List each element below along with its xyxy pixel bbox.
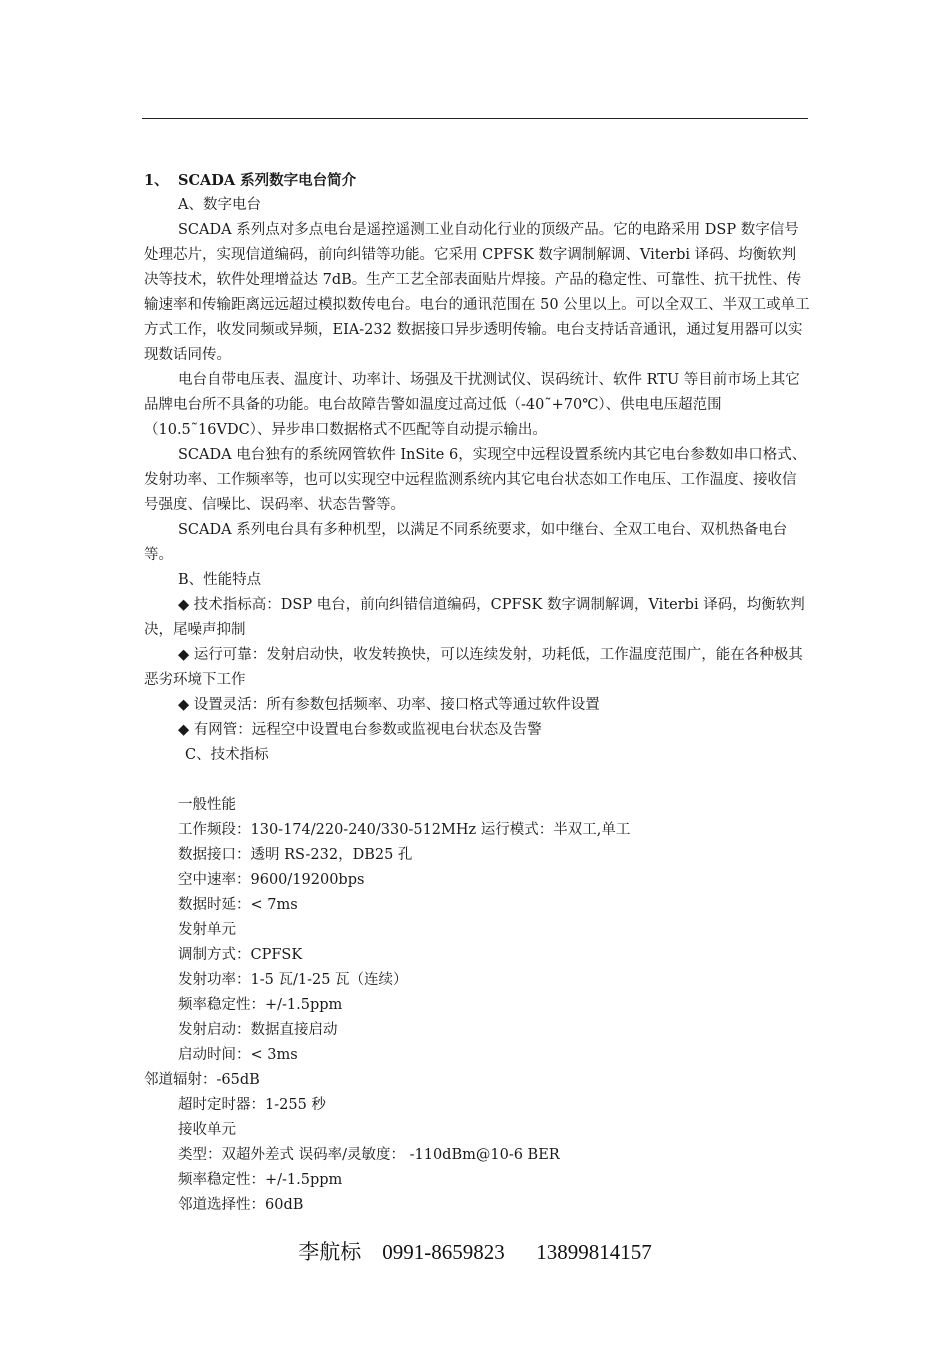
spec-line: 发射功率：1-5 瓦/1-25 瓦（连续）	[178, 972, 408, 988]
spec-line: 频率稳定性：+/-1.5ppm	[178, 997, 343, 1013]
part-a-paragraph-2: 电台自带电压表、温度计、功率计、场强及干扰测试仪、误码统计、软件 RTU 等目前市场上其它品牌电台所不具备的功能。电台故障告警如温度过高过低（-40˜+70℃）、供电电压超范围（10.5˜16VDC）、异步串口数据格式不匹配等自动提示输出。	[144, 372, 800, 438]
section-number: 1、	[144, 172, 169, 189]
part-a-paragraph-1: SCADA 系列点对多点电台是遥控遥测工业自动化行业的顶级产品。它的电路采用 DSP 数字信号处理芯片，实现信道编码，前向纠错等功能。它采用 CPFSK 数字调制解调、Viterbi 译码、均衡软判决等技术，软件处理增益达 7dB。生产工艺全部表面贴片焊接。产品的稳定性、可靠性、抗干扰性、传输速率和传输距离远远超过模拟数传电台。电台的通讯范围在 50 公里以上。可以全双工、半双工或单工方式工作，收发同频或异频，EIA-232 数据接口异步透明传输。电台支持话音通讯，通过复用器可以实现数话同传。	[144, 222, 810, 363]
part-b-title: B、性能特点	[178, 572, 262, 588]
spec-line: 启动时间：< 3ms	[178, 1047, 298, 1063]
contact-phone: 0991-8659823	[382, 1240, 505, 1264]
contact-footer	[0, 1236, 950, 1266]
spec-line: 数据接口：透明 RS-232，DB25 孔	[178, 847, 413, 863]
contact-mobile: 13899814157	[536, 1240, 652, 1264]
spacer	[144, 768, 810, 793]
spec-line: 邻道选择性：60dB	[178, 1197, 304, 1213]
feature-bullet: ◆ 运行可靠：发射启动快，收发转换快，可以连续发射，功耗低，工作温度范围广，能在各种极其恶劣环境下工作	[144, 647, 803, 688]
general-title: 一般性能	[178, 797, 236, 813]
spec-line: 频率稳定性：+/-1.5ppm	[178, 1172, 343, 1188]
section-title: SCADA 系列数字电台简介	[178, 172, 357, 189]
part-a-paragraph-3: SCADA 电台独有的系统网管软件 InSite 6，实现空中远程设置系统内其它电台参数如串口格式、发射功率、工作频率等，也可以实现空中远程监测系统内其它电台状态如工作电压、工作温度、接收信号强度、信噪比、误码率、状态告警等。	[144, 447, 807, 513]
header-rule	[142, 118, 808, 119]
receiver-title: 接收单元	[178, 1122, 236, 1138]
transmitter-title: 发射单元	[178, 922, 236, 938]
feature-bullet: ◆ 有网管：远程空中设置电台参数或监视电台状态及告警	[178, 722, 542, 738]
section-heading	[144, 168, 810, 193]
spec-line: 空中速率：9600/19200bps	[178, 872, 365, 888]
spec-line: 发射启动：数据直接启动	[178, 1022, 338, 1038]
feature-bullet: ◆ 技术指标高：DSP 电台，前向纠错信道编码，CPFSK 数字调制解调，Viterbi 译码，均衡软判决，尾噪声抑制	[144, 597, 805, 638]
spec-line-timer: 超时定时器：1-255 秒	[178, 1097, 326, 1113]
spec-line: 调制方式：CPFSK	[178, 947, 303, 963]
document-body	[144, 168, 810, 1218]
feature-bullet: ◆ 设置灵活：所有参数包括频率、功率、接口格式等通过软件设置	[178, 697, 600, 713]
part-c-title: C、技术指标	[185, 747, 269, 763]
part-a-title: A、数字电台	[178, 197, 261, 213]
part-a-paragraph-4: SCADA 系列电台具有多种机型，以满足不同系统要求，如中继台、全双工电台、双机热备电台等。	[144, 522, 788, 563]
spec-line-adjacent: 邻道辐射：-65dB	[144, 1072, 260, 1088]
spec-line: 类型：双超外差式 误码率/灵敏度： -110dBm@10-6 BER	[178, 1147, 560, 1163]
spec-line: 工作频段：130-174/220-240/330-512MHz 运行模式：半双工,单工	[178, 822, 631, 838]
spec-line: 数据时延：< 7ms	[178, 897, 298, 913]
contact-name: 李航标	[298, 1240, 362, 1264]
